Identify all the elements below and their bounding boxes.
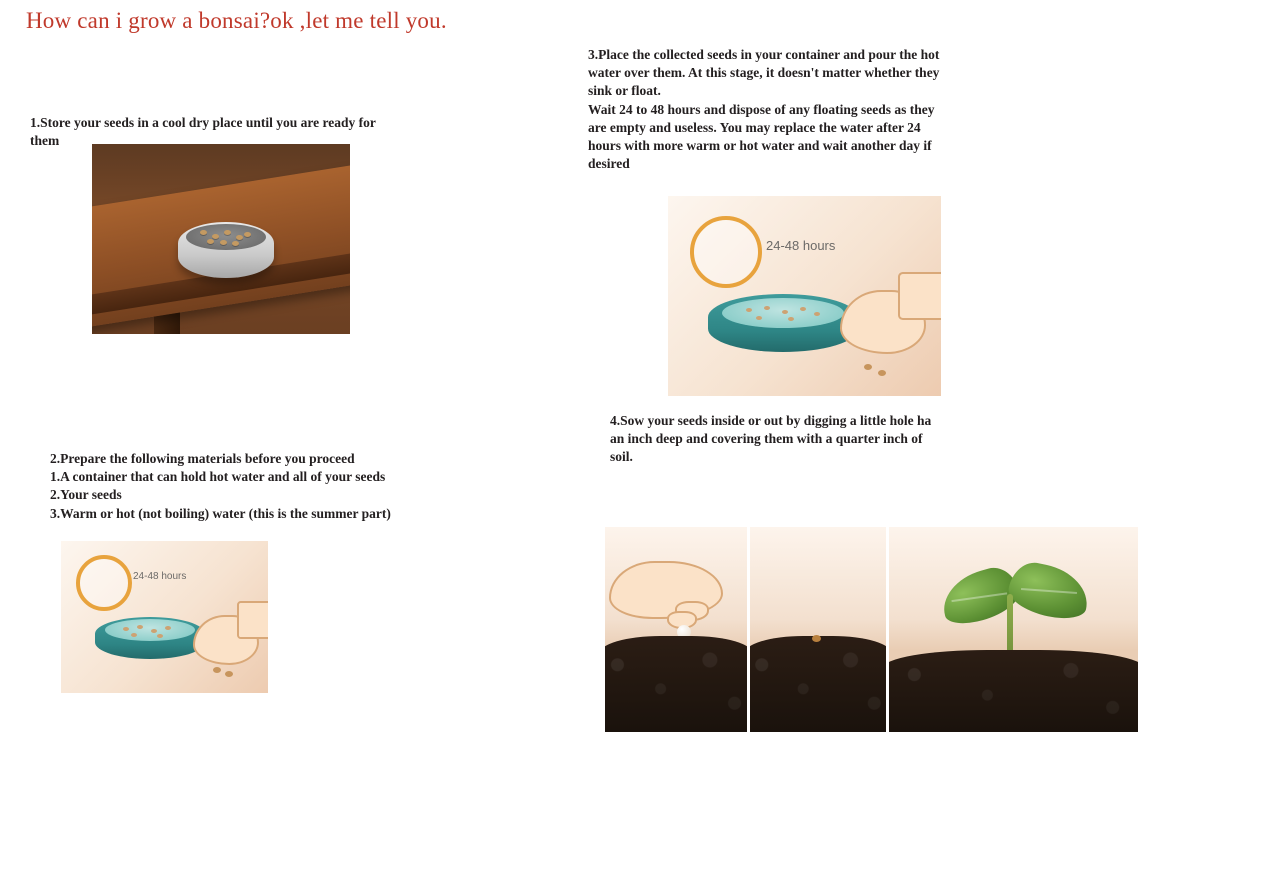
seed [232,241,239,246]
seed [157,634,163,638]
step-2-line-3: 2.Your seeds [50,487,122,503]
seed-on-soil [812,635,821,642]
seed [224,230,231,235]
soil [750,636,886,732]
forearm [898,272,941,320]
seed [165,626,171,630]
seed [764,306,770,310]
step-3-line-6: hours with more warm or hot water and wait another day if [588,138,932,154]
falling-seed [225,671,233,677]
leaf-vein [1021,588,1077,594]
step-3-line-2: water over them. At this stage, it doesn't matter whether they [588,65,940,81]
step-3-line-4: Wait 24 to 48 hours and dispose of any floating seeds as they [588,101,935,117]
step-4-text [610,412,1040,467]
figure-soaking-seeds-small [61,541,268,693]
soil [889,650,1138,732]
step-3-text [588,46,1036,174]
step-2-line-4: 3.Warm or hot (not boiling) water (this is the summer part) [50,505,391,521]
step-3-line-1: 3.Place the collected seeds in your container and pour the hot [588,47,940,62]
panel-hand-dropping-seed [605,527,747,732]
soil [605,636,747,732]
water-surface [105,619,195,641]
seed [756,316,762,320]
seed [123,627,129,631]
clock-duration-label: 24-48 hours [133,571,187,582]
step-3-line-7: desired [588,156,630,172]
clock-duration-label: 24-48 hours [766,238,836,253]
page-title: How can i grow a bonsai?ok ,let me tell you. [26,8,447,33]
seed [151,629,157,633]
step-3-line-3: sink or float. [588,83,661,99]
step-4-line-2: an inch deep and covering them with a quarter inch of [610,431,923,447]
seed [207,239,214,244]
seed [131,633,137,637]
figure-seeds-bowl-on-table [92,144,350,334]
falling-seed [864,364,872,370]
step-4-line-1: 4.Sow your seeds inside or out by digging a little hole ha [610,413,932,428]
seed [782,310,788,314]
panel-seed-on-soil [750,527,886,732]
seed [244,232,251,237]
figure-planting-sequence [605,527,1138,732]
step-1-line-1: 1.Store your seeds in a cool dry place until you are ready for [30,115,376,130]
seed [746,308,752,312]
panel-seedling [889,527,1138,732]
seed [814,312,820,316]
step-2-line-2: 1.A container that can hold hot water and all of your seeds [50,469,386,485]
bowl-interior [186,224,266,250]
leaf-vein [951,592,1007,602]
seed [137,625,143,629]
step-4-line-3: soil. [610,449,633,465]
seed [788,317,794,321]
step-3-line-5: are empty and useless. You may replace the water after 24 [588,119,921,135]
clock-icon [76,555,132,611]
step-2-line-1: 2.Prepare the following materials before you proceed [50,451,355,466]
step-2-text [50,450,500,523]
step-1-line-2: them [30,133,60,149]
seed [236,235,243,240]
leaf [1005,558,1094,624]
forearm [237,601,268,639]
clock-icon [690,216,762,288]
falling-seed [213,667,221,673]
falling-seed [878,370,886,376]
seed [220,240,227,245]
figure-soaking-seeds-large [668,196,941,396]
seed [200,230,207,235]
seed [800,307,806,311]
seed [212,234,219,239]
